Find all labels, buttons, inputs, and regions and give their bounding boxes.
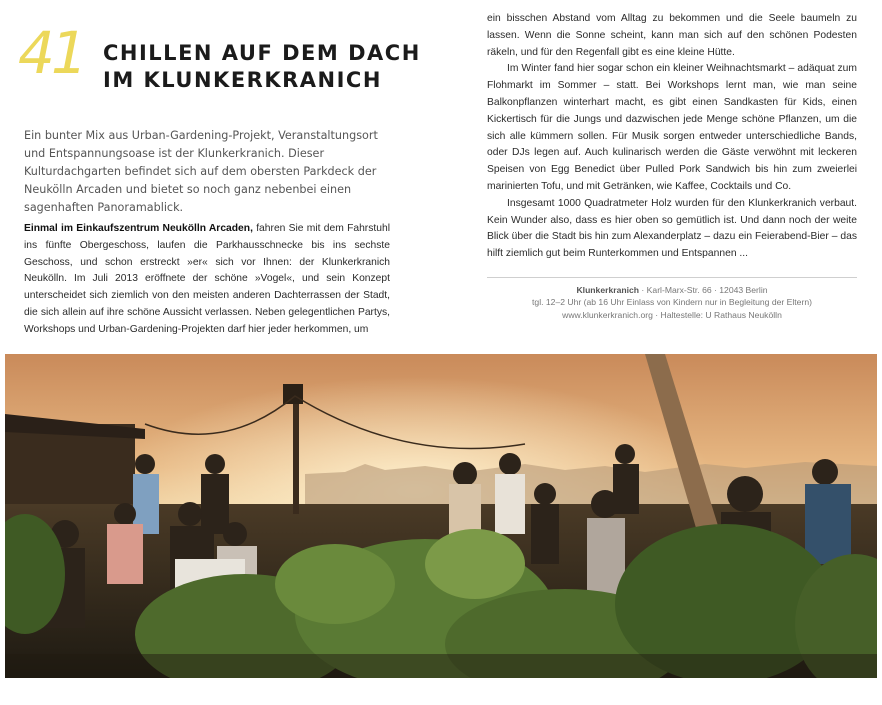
- info-name: Klunkerkranich: [576, 285, 640, 295]
- title-line-1: CHILLEN AUF DEM DACH: [103, 41, 421, 65]
- rooftop-photo-illustration: [5, 354, 877, 678]
- info-box: [487, 284, 857, 321]
- info-name-address: [487, 284, 857, 296]
- info-web-transit: www.klunkerkranich.org · Haltestelle: U Rathaus Neukölln: [562, 309, 782, 320]
- body-paragraph-1: [24, 221, 390, 339]
- title-line-2: IM KLUNKERKRANICH: [103, 68, 382, 92]
- rooftop-photo: [5, 354, 877, 678]
- body-column-right: [487, 11, 857, 263]
- intro-paragraph: Ein bunter Mix aus Urban-Gardening-Projekt, Veranstaltungsort und Entspannungsoase ist der Klunkerkranich. Dieser Kulturdachgarten befindet sich auf dem obersten Parkdeck der Neukölln Arcaden und bietet so noch ganz nebenbei einen sagenhaften Panoramablick.: [24, 129, 378, 214]
- chapter-number: 41: [18, 19, 84, 87]
- lamp: [283, 384, 303, 404]
- chapter-title: [103, 40, 421, 94]
- body-paragraph-2: Im Winter fand hier sogar schon ein kleiner Weihnachtsmarkt – adäquat zum Flohmarkt im Sommer – statt. Bei Workshops lernt man, wie man seine Balkonpflanzen winterhart macht, es gibt einen Sandkasten für Kids, einen Kickertisch für die Jungs und dazwischen jede Menge schöne Pflanzen, um die sich alle kümmern sollen. Für Musik sorgen entweder unterschiedliche Bands, oder DJs legen auf. Auch kulinarisch werden die Gäste verwöhnt mit leckeren Speisen von Egg Benedict über Pulled Pork Sandwich bis hin zum zweierlei marinierten Tofu, und mit Getränken, wie Kaffee, Cocktails und Co.: [487, 63, 857, 192]
- info-hours: tgl. 12–2 Uhr (ab 16 Uhr Einlass von Kindern nur in Begleitung der Eltern): [532, 297, 812, 308]
- lead-bold: Einmal im Einkaufszentrum Neukölln Arcaden,: [24, 223, 253, 234]
- intro-text: [24, 127, 390, 217]
- body-paragraph-3: Insgesamt 1000 Quadratmeter Holz wurden für den Klunkerkranich verbaut. Kein Wunder also, dass es hier oben so gemütlich ist. Und dann noch der weite Blick über die Stadt bis hin zum Alexanderplatz – dazu ein Feierabend-Bier – das hilft ziemlich gut beim Runterkommen und Entspannen ...: [487, 197, 857, 260]
- info-divider: [487, 277, 857, 278]
- photo-bottom-shade: [5, 654, 877, 678]
- body-column-left: [24, 221, 390, 339]
- info-address: · Karl-Marx-Str. 66 · 12043 Berlin: [639, 285, 768, 295]
- body-paragraph-1-continued: ein bisschen Abstand vom Alltag zu bekommen und die Seele baumeln zu lassen. Wenn die Sonne scheint, kann man sich auf den schönen Podesten räkeln, und für den Regenfall gibt es eine kleine Hütte.: [487, 13, 857, 58]
- body-paragraph-1-text: fahren Sie mit dem Fahrstuhl ins fünfte Obergeschoss, laufen die Parkhausschnecke bis ins sechste Geschoss, und schon erstreckt »er« sich vor Ihnen: der Klunkerkranich Neukölln. Im Juli 2013 eröffnete der schöne »Vogel«, und sein Konzept unterscheidet sich ziemlich von den meisten anderen Dachterrassen der Stadt, die sich allein auf ihre schöne Aussicht verlassen. Neben gelegentlichen Partys, Workshops und Urban-Gardening-Projekten darf hier jeder herkommen, um: [24, 223, 390, 335]
